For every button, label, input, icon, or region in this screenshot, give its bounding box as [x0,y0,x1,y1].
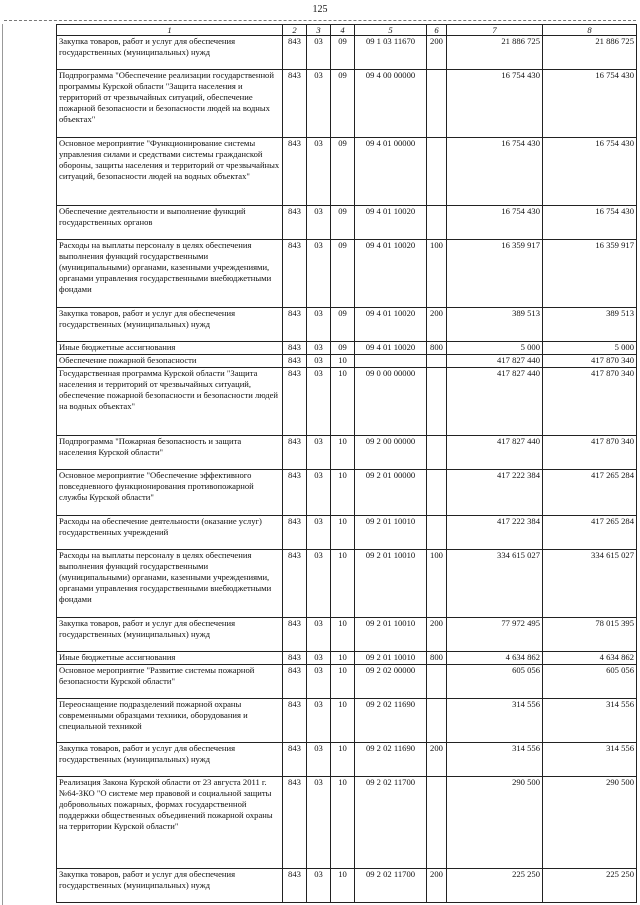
section-code: 03 [307,308,331,342]
header-cell: 5 [355,25,427,36]
expense-type [427,206,447,240]
amount-year-1: 16 754 430 [447,138,543,206]
admin-code: 843 [283,699,307,743]
expense-type: 200 [427,36,447,70]
row-name: Закупка товаров, работ и услуг для обеспечения государственных (муниципальных) нужд [57,869,283,903]
admin-code: 843 [283,206,307,240]
admin-code: 843 [283,138,307,206]
row-name: Закупка товаров, работ и услуг для обеспечения государственных (муниципальных) нужд [57,618,283,652]
subsection-code: 10 [331,368,355,436]
target-article: 09 2 02 11700 [355,869,427,903]
amount-year-1: 21 886 725 [447,36,543,70]
table-row [57,206,637,240]
amount-year-1: 5 000 [447,342,543,355]
table-row [57,699,637,743]
subsection-code: 10 [331,652,355,665]
table-row [57,652,637,665]
amount-year-2: 314 556 [543,743,637,777]
amount-year-1: 417 222 384 [447,516,543,550]
target-article: 09 4 01 10020 [355,308,427,342]
table-row [57,470,637,516]
table-row [57,355,637,368]
section-code: 03 [307,618,331,652]
section-code: 03 [307,699,331,743]
section-code: 03 [307,652,331,665]
row-name: Обеспечение деятельности и выполнение функций государственных органов [57,206,283,240]
amount-year-2: 78 015 395 [543,618,637,652]
table-row [57,308,637,342]
admin-code: 843 [283,652,307,665]
target-article: 09 2 01 10010 [355,652,427,665]
subsection-code: 10 [331,777,355,869]
admin-code: 843 [283,550,307,618]
table-row [57,70,637,138]
header-cell: 6 [427,25,447,36]
subsection-code: 09 [331,308,355,342]
expense-type: 800 [427,342,447,355]
expense-type: 100 [427,550,447,618]
amount-year-2: 417 265 284 [543,516,637,550]
amount-year-1: 314 556 [447,699,543,743]
expense-type [427,70,447,138]
subsection-code: 10 [331,436,355,470]
row-name: Обеспечение пожарной безопасности [57,355,283,368]
table-row [57,665,637,699]
row-name: Закупка товаров, работ и услуг для обеспечения государственных (муниципальных) нужд [57,36,283,70]
expense-type: 100 [427,240,447,308]
amount-year-1: 605 056 [447,665,543,699]
target-article: 09 2 02 11690 [355,743,427,777]
table-row [57,240,637,308]
admin-code: 843 [283,342,307,355]
amount-year-1: 4 634 862 [447,652,543,665]
subsection-code: 09 [331,342,355,355]
amount-year-1: 16 359 917 [447,240,543,308]
section-code: 03 [307,138,331,206]
subsection-code: 10 [331,699,355,743]
target-article: 09 2 02 11690 [355,699,427,743]
expense-type [427,138,447,206]
section-code: 03 [307,550,331,618]
target-article: 09 2 02 00000 [355,665,427,699]
expense-type [427,699,447,743]
amount-year-1: 417 827 440 [447,368,543,436]
header-cell: 2 [283,25,307,36]
expense-type: 200 [427,308,447,342]
target-article: 09 2 02 11700 [355,777,427,869]
target-article: 09 1 03 11670 [355,36,427,70]
amount-year-2: 417 870 340 [543,355,637,368]
expense-type: 200 [427,869,447,903]
table-row [57,869,637,903]
row-name: Основное мероприятие "Развитие системы пожарной безопасности Курской области" [57,665,283,699]
header-cell: 8 [543,25,637,36]
row-name: Иные бюджетные ассигнования [57,342,283,355]
subsection-code: 10 [331,665,355,699]
section-code: 03 [307,342,331,355]
target-article: 09 4 01 00000 [355,138,427,206]
expense-type [427,470,447,516]
admin-code: 843 [283,36,307,70]
target-article: 09 2 01 10010 [355,618,427,652]
subsection-code: 10 [331,470,355,516]
admin-code: 843 [283,368,307,436]
header-cell: 1 [57,25,283,36]
admin-code: 843 [283,308,307,342]
admin-code: 843 [283,618,307,652]
target-article: 09 4 01 10020 [355,240,427,308]
amount-year-2: 16 754 430 [543,70,637,138]
amount-year-1: 389 513 [447,308,543,342]
expense-type [427,436,447,470]
section-code: 03 [307,240,331,308]
row-name: Подпрограмма "Пожарная безопасность и защита населения Курской области" [57,436,283,470]
target-article: 09 4 01 10020 [355,206,427,240]
section-code: 03 [307,743,331,777]
table-row [57,618,637,652]
row-name: Государственная программа Курской области "Защита населения и территорий от чрезвычайных ситуаций, обеспечение пожарной безопасности и безопасности людей на водных объектах" [57,368,283,436]
target-article: 09 2 01 10010 [355,550,427,618]
subsection-code: 09 [331,206,355,240]
table-row [57,777,637,869]
expense-type [427,665,447,699]
amount-year-1: 417 827 440 [447,355,543,368]
target-article: 09 4 00 00000 [355,70,427,138]
section-code: 03 [307,206,331,240]
section-code: 03 [307,355,331,368]
section-code: 03 [307,470,331,516]
subsection-code: 10 [331,550,355,618]
amount-year-2: 290 500 [543,777,637,869]
section-code: 03 [307,777,331,869]
target-article: 09 0 00 00000 [355,368,427,436]
subsection-code: 10 [331,516,355,550]
amount-year-1: 77 972 495 [447,618,543,652]
header-cell: 3 [307,25,331,36]
admin-code: 843 [283,240,307,308]
header-row [57,25,637,36]
admin-code: 843 [283,70,307,138]
section-code: 03 [307,665,331,699]
amount-year-2: 21 886 725 [543,36,637,70]
admin-code: 843 [283,470,307,516]
table-row [57,436,637,470]
header-cell: 7 [447,25,543,36]
subsection-code: 10 [331,743,355,777]
top-rule [4,20,636,21]
amount-year-1: 314 556 [447,743,543,777]
amount-year-2: 314 556 [543,699,637,743]
admin-code: 843 [283,355,307,368]
amount-year-2: 16 754 430 [543,206,637,240]
table-row [57,516,637,550]
table-row [57,368,637,436]
amount-year-1: 16 754 430 [447,206,543,240]
amount-year-2: 16 754 430 [543,138,637,206]
subsection-code: 09 [331,240,355,308]
table-row [57,342,637,355]
admin-code: 843 [283,743,307,777]
section-code: 03 [307,36,331,70]
expense-type: 200 [427,743,447,777]
amount-year-2: 5 000 [543,342,637,355]
section-code: 03 [307,869,331,903]
amount-year-2: 4 634 862 [543,652,637,665]
subsection-code: 10 [331,618,355,652]
subsection-code: 09 [331,36,355,70]
subsection-code: 10 [331,355,355,368]
row-name: Подпрограмма "Обеспечение реализации государственной программы Курской области "Защита населения и территорий от чрезвычайных ситуаций, обеспечение пожарной безопасности и безопасности людей на водных объектах" [57,70,283,138]
table-row [57,138,637,206]
admin-code: 843 [283,516,307,550]
amount-year-2: 225 250 [543,869,637,903]
amount-year-1: 334 615 027 [447,550,543,618]
subsection-code: 09 [331,138,355,206]
amount-year-1: 290 500 [447,777,543,869]
budget-table [56,24,637,903]
amount-year-2: 389 513 [543,308,637,342]
row-name: Основное мероприятие "Обеспечение эффективного повседневного функционирования противопожарной службы Курской области" [57,470,283,516]
section-code: 03 [307,70,331,138]
admin-code: 843 [283,869,307,903]
expense-type [427,777,447,869]
admin-code: 843 [283,777,307,869]
amount-year-2: 16 359 917 [543,240,637,308]
expense-type: 200 [427,618,447,652]
row-name: Расходы на выплаты персоналу в целях обеспечения выполнения функций государственными (муниципальными) органами, казенными учреждениями, органами управления государственными внебюджетными фондами [57,240,283,308]
amount-year-2: 417 870 340 [543,368,637,436]
admin-code: 843 [283,436,307,470]
table-row [57,743,637,777]
row-name: Расходы на выплаты персоналу в целях обеспечения выполнения функций государственными (муниципальными) органами, казенными учреждениями, органами управления государственными внебюджетными фондами [57,550,283,618]
row-name: Закупка товаров, работ и услуг для обеспечения государственных (муниципальных) нужд [57,743,283,777]
target-article [355,355,427,368]
amount-year-1: 417 222 384 [447,470,543,516]
table-row [57,36,637,70]
amount-year-2: 417 870 340 [543,436,637,470]
amount-year-2: 605 056 [543,665,637,699]
amount-year-1: 417 827 440 [447,436,543,470]
expense-type [427,355,447,368]
target-article: 09 2 01 00000 [355,470,427,516]
amount-year-2: 417 265 284 [543,470,637,516]
expense-type [427,368,447,436]
section-code: 03 [307,516,331,550]
target-article: 09 2 01 10010 [355,516,427,550]
row-name: Закупка товаров, работ и услуг для обеспечения государственных (муниципальных) нужд [57,308,283,342]
row-name: Переоснащение подразделений пожарной охраны современными образцами техники, оборудования и специальной техникой [57,699,283,743]
amount-year-2: 334 615 027 [543,550,637,618]
admin-code: 843 [283,665,307,699]
subsection-code: 09 [331,70,355,138]
expense-type [427,516,447,550]
section-code: 03 [307,368,331,436]
table-row [57,550,637,618]
page-number: 125 [312,4,328,15]
row-name: Расходы на обеспечение деятельности (оказание услуг) государственных учреждений [57,516,283,550]
row-name: Иные бюджетные ассигнования [57,652,283,665]
amount-year-1: 16 754 430 [447,70,543,138]
section-code: 03 [307,436,331,470]
expense-type: 800 [427,652,447,665]
amount-year-1: 225 250 [447,869,543,903]
target-article: 09 4 01 10020 [355,342,427,355]
row-name: Реализация Закона Курской области от 23 августа 2011 г. №64-ЗКО "О системе мер правовой и социальной защиты добровольных пожарных, формах государственной поддержки общественных объединений пожарной охраны на территории Курской области" [57,777,283,869]
header-cell: 4 [331,25,355,36]
row-name: Основное мероприятие "Функционирование системы управления силами и средствами системы гражданской обороны, защиты населения и территорий от чрезвычайных ситуаций, безопасности людей на водных объектах" [57,138,283,206]
target-article: 09 2 00 00000 [355,436,427,470]
subsection-code: 10 [331,869,355,903]
left-margin-rule [2,24,3,905]
